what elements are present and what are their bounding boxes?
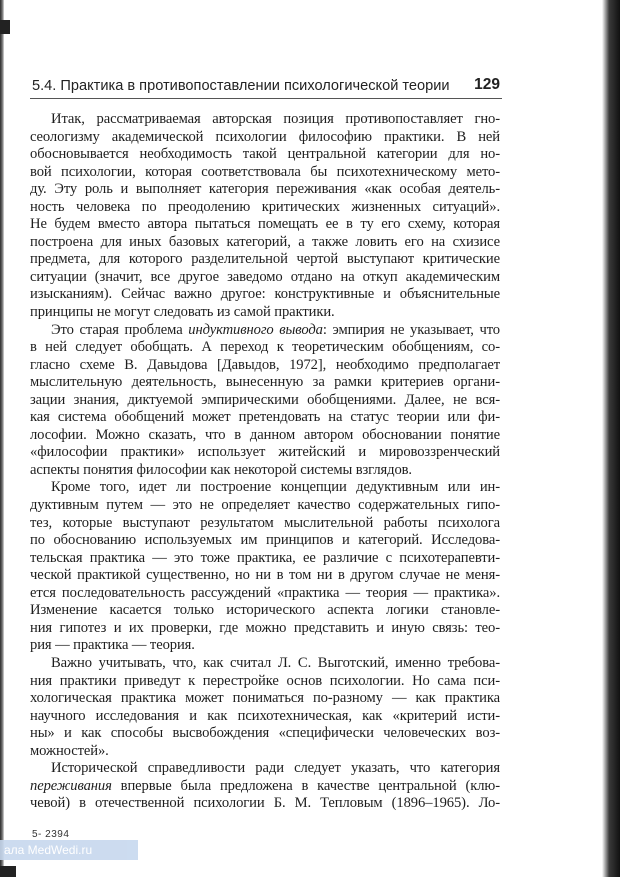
text-line: Итак, рассматриваемая авторская позиция противопоставляет гно- [51,111,500,127]
running-header [30,74,502,99]
text-line: тез, которые выступают результатом мыслительной работы психолога [30,514,500,531]
text-line: кая система обобщений может претендовать на статус теории или фи- [30,409,500,426]
text-line: обосновывается необходимость такой центральной категории для но- [30,146,500,163]
text-line: ния практики приведут к перестройке основ психологии. Но сама пси- [30,672,500,689]
text-line: Не будем вместо автора пытаться помещать ее в ту его схему, которая [30,216,500,233]
page-right-edge [602,0,620,877]
text-line: вой психологии, которая соответствовала бы психотехническому мето- [30,163,500,180]
text-line: хологическая практика может пониматься по-разному — как практика [30,690,500,707]
text-line: аспекты понятия философии как некоторой системы взглядов. [30,461,412,478]
text-line: зации знания, диктуемой эмпирическими обобщениями. Далее, не вся- [30,391,500,408]
text-line: чевой) в отечественной психологии Б. М. Тепловым (1896–1965). Ло- [30,795,500,812]
text-line: можностей». [30,742,109,759]
emphasized-term: переживания [30,777,112,794]
text-line: сеологизму академической психологии философию практики. В ней [30,128,500,145]
scan-corner-mark [0,20,10,34]
running-title: 5.4. Практика в противопоставлении психологической теории [32,78,450,94]
text-line: ческой практикой существенно, но ни в том ни в другом случае не меня- [30,567,500,584]
text-line: рия — практика — теория. [30,637,195,654]
text-line: предмета, для которого разделительной чертой выступают критические [30,251,500,268]
text-line: по обоснованию используемых им принципов и категорий. Исследова- [30,532,500,549]
text-line: Это старая проблема индуктивного вывода: эмпирия не указывает, что [51,321,500,338]
text-line: ется последовательность рассуждений «практика — теория — практика». [30,584,500,601]
emphasized-term: индуктивного вывода [188,321,323,338]
text-line: Исторической справедливости ради следует указать, что категория [51,760,500,777]
text-line: принципы не могут следовать из самой практики. [30,304,335,321]
text-line: в ней следует обобщать. А переход к теоретическим обобщениям, со- [30,339,500,356]
text-line: ния гипотез и их проверки, где можно представить и иную связь: тео- [30,619,500,636]
text-line: построена для иных базовых категорий, а также ловить его на схизисе [30,233,500,250]
text-line: гласно схеме В. Давыдова [Давыдов, 1972], необходимо предполагает [30,356,500,373]
scan-bottom-mark [0,866,16,877]
body-text [30,111,500,813]
watermark: ала MedWedi.ru [0,840,138,860]
text-line: изысканиям). Сейчас важно другое: конструктивные и объяснительные [30,286,500,303]
text-line: ситуации (значит, все другое заведомо отдано на откуп академическим [30,268,500,285]
text-line: ность человека по преодолению критических жизненных ситуаций». [30,198,500,215]
text-line: тельская практика — это тоже практика, ее различие с психотерапевти- [30,549,500,566]
text-line: мыслительную деятельность, вынесенную за рамки критериев органи- [30,374,500,391]
text-line: научного исследования и как психотехническая, как «критерий исти- [30,707,500,724]
page-left-edge [0,0,4,877]
text-line: лософии. Можно сказать, что в данном автором обосновании понятие [30,426,500,443]
signature-mark: 5- 2394 [32,829,70,840]
text-line: «философии практики» использует житейский и мировоззренческий [30,444,500,461]
text-line: ду. Эту роль и выполняет категория переживания «как особая деятель- [30,181,500,198]
text-line: Кроме того, идет ли построение концепции дедуктивным или ин- [51,479,500,496]
text-line: Изменение касается только исторического аспекта логики становле- [30,602,500,619]
page-number: 129 [474,76,500,93]
text-line: дуктивным путем — это не определяет качество содержательных гипо- [30,497,500,514]
text-line: Важно учитывать, что, как считал Л. С. Выготский, именно требова- [51,654,500,671]
text-line: переживания впервые была предложена в качестве центральной (клю- [30,777,500,794]
text-line: ны» и как способы высвобождения «специфически человеческих воз- [30,725,500,742]
